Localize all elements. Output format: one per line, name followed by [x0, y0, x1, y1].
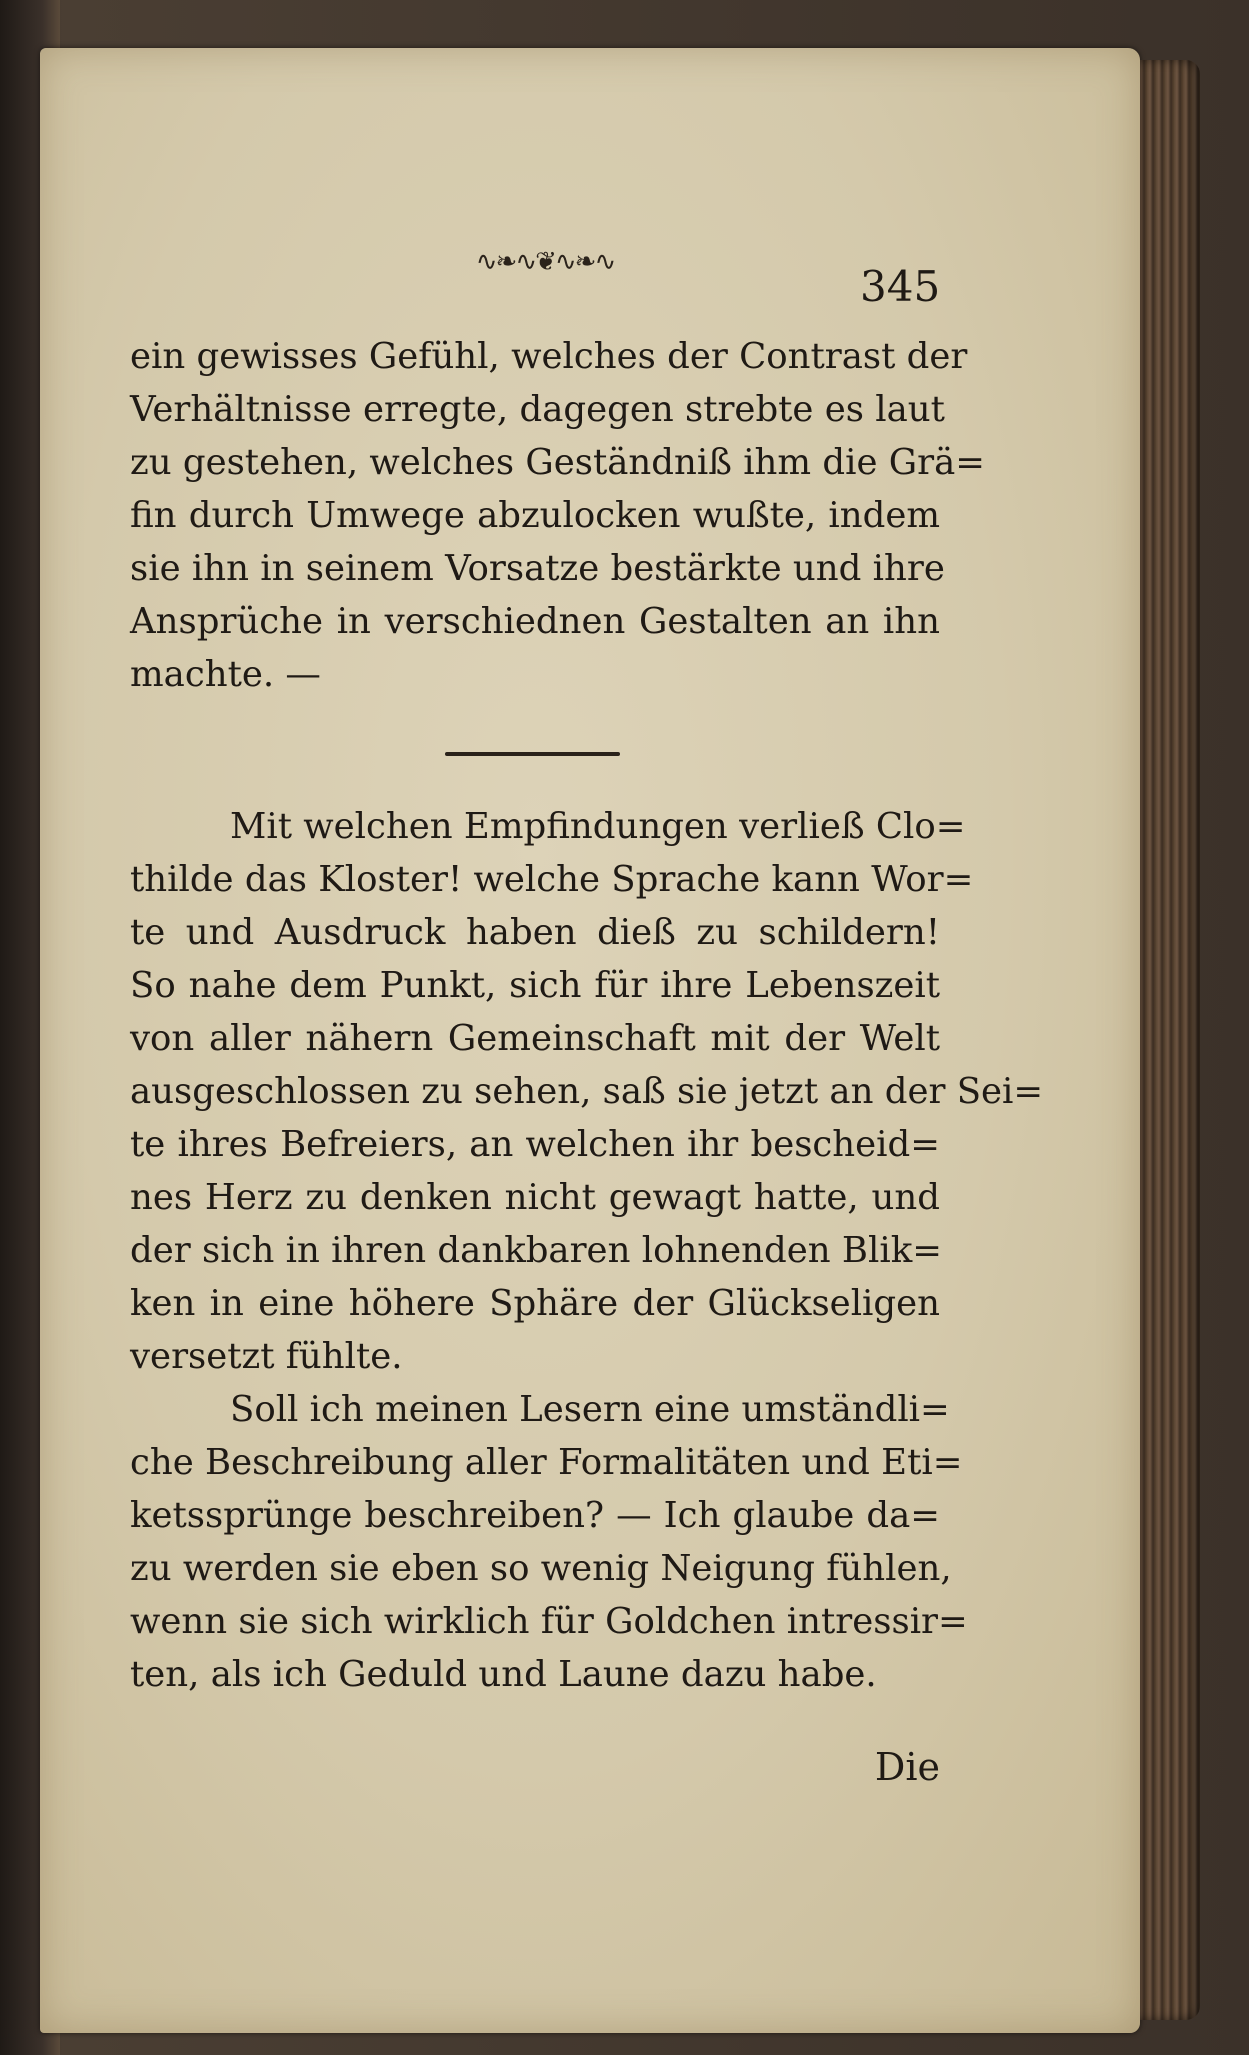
text-line: wenn sie sich wirklich für Goldchen intressir=	[130, 1601, 968, 1642]
text-line: ken in eine höhere Sphäre der Glückseligen	[130, 1283, 940, 1324]
text-line: fin durch Umwege abzulocken wußte, indem	[130, 495, 940, 536]
section-divider	[445, 752, 620, 756]
page-number: 345	[860, 262, 941, 311]
text-line: versetzt fühlte.	[130, 1336, 403, 1377]
text-line: ten, als ich Geduld und Laune dazu habe.	[130, 1654, 877, 1695]
text-line: So nahe dem Punkt, sich für ihre Lebenszeit	[130, 965, 940, 1006]
text-line: machte. —	[130, 654, 321, 695]
text-line: thilde das Kloster! welche Sprache kann Wor=	[130, 859, 974, 900]
text-line: te und Ausdruck haben dieß zu schildern!	[130, 912, 940, 953]
text-line: Verhältnisse erregte, dagegen strebte es laut	[130, 389, 945, 430]
text-line: zu gestehen, welches Geständniß ihm die Grä=	[130, 442, 985, 483]
text-line: Mit welchen Empfindungen verließ Clo=	[230, 806, 966, 847]
body-paragraphs	[130, 800, 1044, 1701]
text-line: ein gewisses Gefühl, welches der Contrast der	[130, 336, 968, 377]
text-line: che Beschreibung aller Formalitäten und Eti=	[130, 1442, 963, 1483]
text-line: Soll ich meinen Lesern eine umständli=	[230, 1389, 950, 1430]
text-line: der sich in ihren dankbaren lohnenden Blik=	[130, 1230, 942, 1271]
text-line: zu werden sie eben so wenig Neigung fühlen,	[130, 1548, 952, 1589]
text-line: ketssprünge beschreiben? — Ich glaube da=	[130, 1495, 940, 1536]
text-line: nes Herz zu denken nicht gewagt hatte, und	[130, 1177, 940, 1218]
text-line: von aller nähern Gemeinschaft mit der Welt	[130, 1018, 940, 1059]
text-line: te ihres Befreiers, an welchen ihr bescheid=	[130, 1124, 940, 1165]
text-line: sie ihn in seinem Vorsatze bestärkte und ihre	[130, 548, 945, 589]
header-ornament: ∿❧∿❦∿❧∿	[475, 247, 615, 277]
text-line: Ansprüche in verschiednen Gestalten an ihn	[130, 601, 940, 642]
continued-paragraph	[130, 330, 985, 701]
catchword: Die	[874, 1745, 940, 1789]
text-line: ausgeschlossen zu sehen, saß sie jetzt an der Sei=	[130, 1071, 1044, 1112]
